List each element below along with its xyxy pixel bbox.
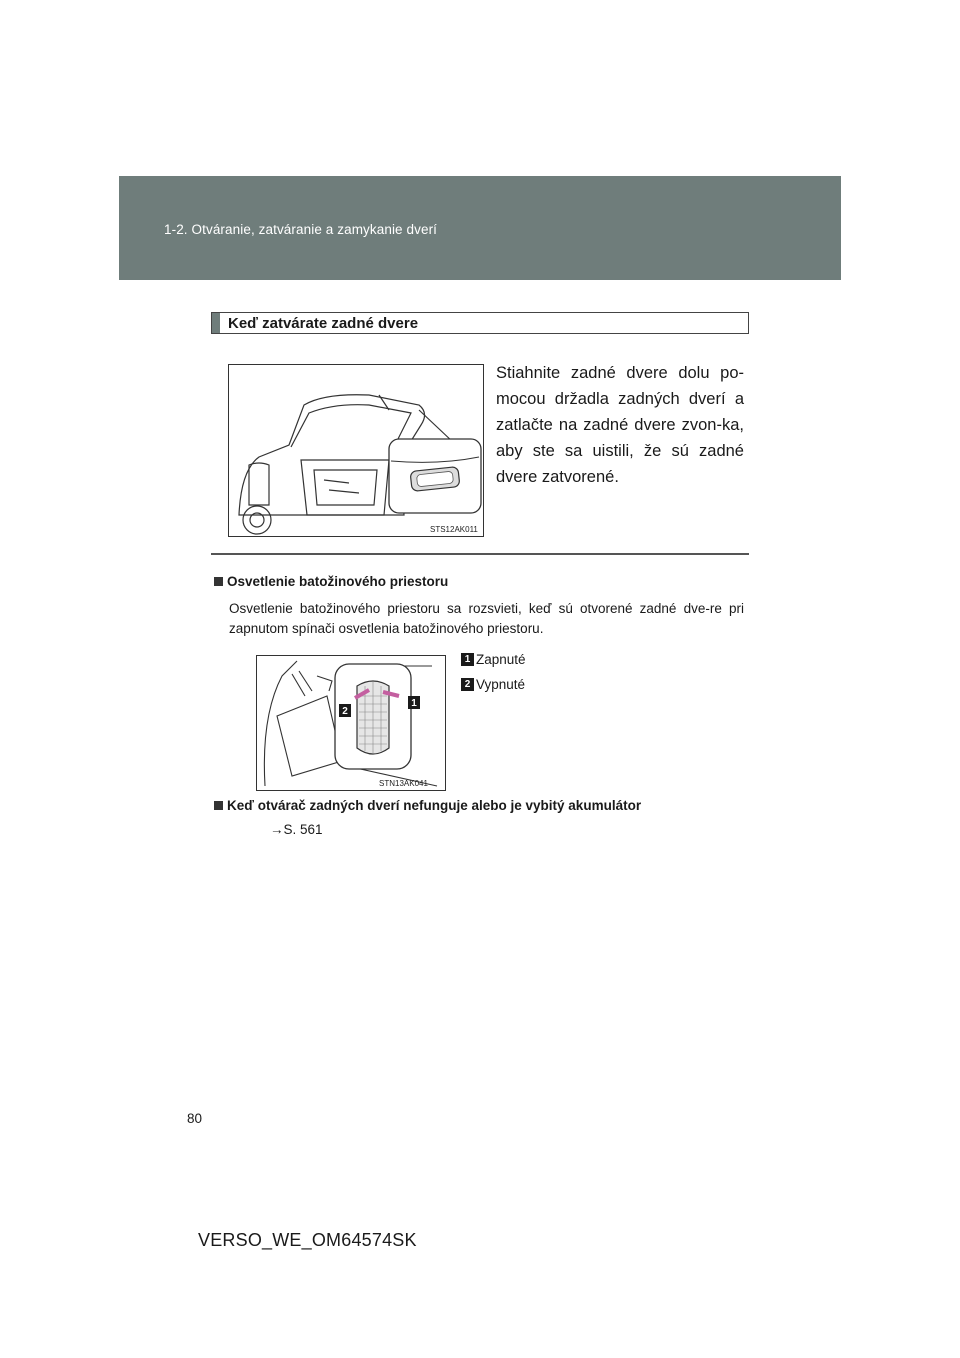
legend-item-off [461,677,525,692]
figure-code: STN13AK041 [379,779,428,788]
rear-door-closing-illustration [228,364,484,537]
note-heading-text: Keď otvárač zadných dverí nefunguje alebo je vybitý akumulátor [227,798,642,813]
section-divider [211,553,749,555]
section-title [211,312,749,334]
note-body-lighting: Osvetlenie batožinového priestoru sa rozsvieti, keď sú otvorené zadné dve-re pri zapnutom spínači osvetlenia batožinového priestoru. [229,601,744,636]
section-title-text: Keď zatvárate zadné dvere [228,314,419,332]
header-band [119,176,841,280]
note-heading-text: Osvetlenie batožinového priestoru [227,574,449,589]
instruction-paragraph: Stiahnite zadné dvere dolu po-mocou držadla zadných dverí a zatlačte na zadné dvere zvon-ka, aby ste sa uistili, že sú zadné dvere zatvorené. [496,364,744,486]
figure-code: STS12AK011 [430,525,478,534]
breadcrumb: 1-2. Otváranie, zatváranie a zamykanie dverí [164,222,438,237]
legend-label: Vypnuté [476,677,526,692]
luggage-light-illustration [256,655,446,791]
svg-text:1: 1 [411,698,417,709]
bullet-square-icon [214,801,223,810]
svg-text:2: 2 [342,706,348,717]
section-title-accent [212,313,220,333]
luggage-light-drawing [257,656,446,791]
note-heading-opener [214,798,641,813]
legend-item-on [461,652,526,667]
page-reference-link[interactable]: →S. 561 [270,822,323,837]
bullet-square-icon [214,577,223,586]
legend-label: Zapnuté [476,652,526,667]
page-number: 80 [187,1111,203,1126]
note-heading-lighting [214,574,448,589]
legend-number-box: 1 [461,653,474,666]
rear-door-drawing [229,365,484,537]
document-code: VERSO_WE_OM64574SK [198,1230,417,1250]
legend-number-box: 2 [461,678,474,691]
